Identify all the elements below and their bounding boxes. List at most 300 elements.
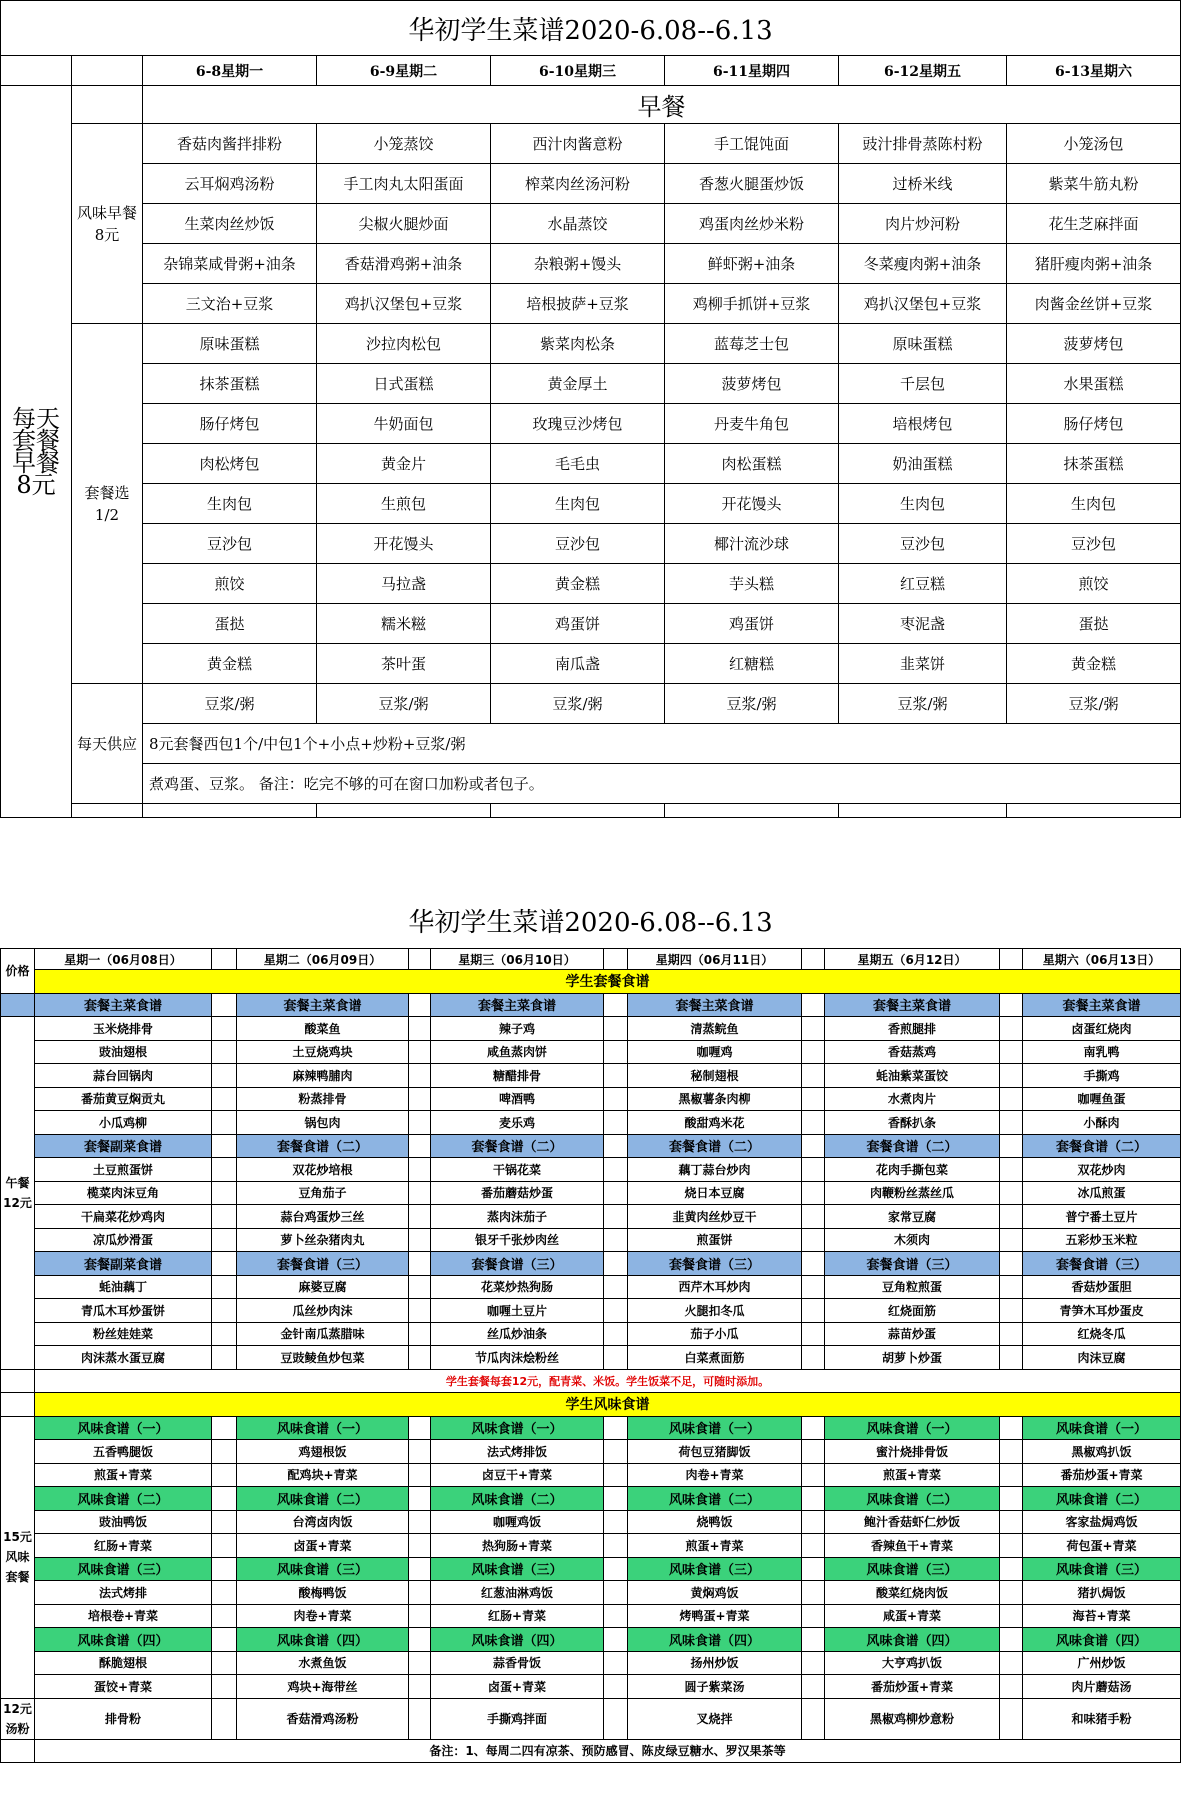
spacer-cell <box>212 1557 237 1581</box>
menu-item: 卤蛋+青菜 <box>431 1675 604 1699</box>
spacer-cell <box>409 1252 431 1276</box>
menu-item: 红烧冬瓜 <box>1023 1322 1181 1346</box>
menu-item: 火腿扣冬瓜 <box>628 1299 802 1323</box>
blank-cell <box>1 1393 35 1417</box>
spacer-cell <box>409 1346 431 1370</box>
menu-item: 豆浆/粥 <box>317 684 491 724</box>
lunch-price-label: 午餐12元 <box>1 1017 35 1370</box>
menu-item: 冰瓜煎蛋 <box>1023 1181 1181 1205</box>
menu-item: 香煎腿排 <box>825 1017 1000 1041</box>
menu-item: 干扁菜花炒鸡肉 <box>35 1205 212 1229</box>
side-dish-header: 套餐食谱（三） <box>628 1252 802 1276</box>
spacer-cell <box>409 1205 431 1229</box>
menu-item: 卤蛋+青菜 <box>237 1534 409 1558</box>
menu-item: 杂粮粥+馒头 <box>491 244 665 284</box>
spacer-cell <box>604 1628 628 1652</box>
spacer-cell <box>1000 1651 1023 1675</box>
menu-item: 咖喱鸡饭 <box>431 1510 604 1534</box>
menu-item: 玫瑰豆沙烤包 <box>491 404 665 444</box>
menu-item: 肉片炒河粉 <box>839 204 1007 244</box>
menu-item: 豆角粒煎蛋 <box>825 1275 1000 1299</box>
menu-item: 三文治+豆浆 <box>143 284 317 324</box>
menu-item: 凉瓜炒滑蛋 <box>35 1228 212 1252</box>
spacer-cell <box>802 1346 825 1370</box>
menu-item: 豉汁排骨蒸陈村粉 <box>839 124 1007 164</box>
spacer-cell <box>409 1487 431 1511</box>
menu-item: 开花馒头 <box>665 484 839 524</box>
menu-item: 肠仔烤包 <box>1007 404 1181 444</box>
spacer-cell <box>212 1628 237 1652</box>
spacer-cell <box>409 1604 431 1628</box>
spacer-cell <box>212 1698 237 1739</box>
main-dish-header: 套餐主菜食谱 <box>237 993 409 1017</box>
spacer-cell <box>1000 1134 1023 1158</box>
daily-supply-label: 每天供应 <box>72 684 143 804</box>
menu-item: 黑椒鸡扒饭 <box>1023 1440 1181 1464</box>
spacer-cell <box>802 1698 825 1739</box>
blank-cell <box>143 804 317 818</box>
menu-item: 培根披萨+豆浆 <box>491 284 665 324</box>
menu-item: 蚝油紫菜蛋饺 <box>825 1064 1000 1088</box>
spacer-cell <box>1000 1322 1023 1346</box>
menu-item: 酥脆翅根 <box>35 1651 212 1675</box>
menu-item: 黄金糕 <box>1007 644 1181 684</box>
menu-item: 麻婆豆腐 <box>237 1275 409 1299</box>
menu-item: 马拉盏 <box>317 564 491 604</box>
menu-item: 肉松蛋糕 <box>665 444 839 484</box>
spacer-cell <box>409 1275 431 1299</box>
spacer-cell <box>604 1228 628 1252</box>
spacer-cell <box>802 1581 825 1605</box>
menu-item: 生肉包 <box>143 484 317 524</box>
lunch-table <box>0 948 1181 1763</box>
spacer-cell <box>212 949 237 970</box>
menu-item: 麻辣鸭脯肉 <box>237 1064 409 1088</box>
menu-item: 双花炒培根 <box>237 1158 409 1182</box>
menu-item: 黄焖鸡饭 <box>628 1581 802 1605</box>
flavor-header: 风味食谱（三） <box>237 1557 409 1581</box>
note-line: 8元套餐西包1个/中包1个+小点+炒粉+豆浆/粥 <box>143 724 1181 764</box>
menu-item: 小瓜鸡柳 <box>35 1111 212 1135</box>
menu-item: 家常豆腐 <box>825 1205 1000 1229</box>
menu-item: 肉片蘑菇汤 <box>1023 1675 1181 1699</box>
main-dish-header: 套餐主菜食谱 <box>1023 993 1181 1017</box>
menu-item: 生煎包 <box>317 484 491 524</box>
spacer-cell <box>409 1651 431 1675</box>
menu-item: 豆豉鲮鱼炒包菜 <box>237 1346 409 1370</box>
menu-item: 手工肉丸太阳蛋面 <box>317 164 491 204</box>
day-header: 6-8星期一 <box>143 56 317 86</box>
menu-item: 双花炒肉 <box>1023 1158 1181 1182</box>
spacer-cell <box>409 949 431 970</box>
menu-item: 豉油鸭饭 <box>35 1510 212 1534</box>
spacer-cell <box>1000 1158 1023 1182</box>
spacer-cell <box>802 1440 825 1464</box>
spacer-cell <box>802 1534 825 1558</box>
blank-cell <box>1 56 72 86</box>
spacer-cell <box>802 1205 825 1229</box>
blank-cell <box>839 804 1007 818</box>
menu-item: 生菜肉丝炒饭 <box>143 204 317 244</box>
spacer-cell <box>604 1440 628 1464</box>
flavor-header: 风味食谱（一） <box>35 1416 212 1440</box>
menu-item: 红葱油淋鸡饭 <box>431 1581 604 1605</box>
menu-item: 红豆糕 <box>839 564 1007 604</box>
menu-item: 广州炒饭 <box>1023 1651 1181 1675</box>
menu-item: 黄金糕 <box>491 564 665 604</box>
menu-item: 鸡蛋饼 <box>491 604 665 644</box>
menu-item: 咖喱土豆片 <box>431 1299 604 1323</box>
flavor-header: 风味食谱（一） <box>431 1416 604 1440</box>
spacer-cell <box>802 1252 825 1276</box>
menu-item: 冬菜瘦肉粥+油条 <box>839 244 1007 284</box>
spacer-cell <box>604 1158 628 1182</box>
spacer-cell <box>1000 1440 1023 1464</box>
menu-item: 荷包豆猪脚饭 <box>628 1440 802 1464</box>
spacer-cell <box>1000 1675 1023 1699</box>
spacer-cell <box>212 1534 237 1558</box>
spacer-cell <box>1000 1463 1023 1487</box>
spacer-cell <box>1000 1604 1023 1628</box>
menu-item: 红烧面筋 <box>825 1299 1000 1323</box>
spacer-cell <box>1000 1698 1023 1739</box>
spacer-cell <box>409 1581 431 1605</box>
menu-item: 热狗肠+青菜 <box>431 1534 604 1558</box>
menu-item: 香酥扒条 <box>825 1111 1000 1135</box>
menu-item: 番茄炒蛋+青菜 <box>1023 1463 1181 1487</box>
menu-item: 金针南瓜蒸腊味 <box>237 1322 409 1346</box>
spacer-cell <box>1000 1510 1023 1534</box>
spacer-cell <box>604 1322 628 1346</box>
side-dish-header: 套餐副菜食谱 <box>35 1134 212 1158</box>
spacer-cell <box>212 1604 237 1628</box>
day-header: 6-13星期六 <box>1007 56 1181 86</box>
blank-cell <box>72 56 143 86</box>
menu-item: 清蒸鲩鱼 <box>628 1017 802 1041</box>
flavor-header: 风味食谱（二） <box>35 1487 212 1511</box>
main-dish-header: 套餐主菜食谱 <box>825 993 1000 1017</box>
menu-item: 台湾卤肉饭 <box>237 1510 409 1534</box>
flavor-header: 风味食谱（三） <box>35 1557 212 1581</box>
spacer-cell <box>604 1510 628 1534</box>
menu-item: 红肠+青菜 <box>431 1604 604 1628</box>
flavor-header: 风味食谱（二） <box>628 1487 802 1511</box>
menu-item: 茶叶蛋 <box>317 644 491 684</box>
day-header: 星期三（06月10日） <box>431 949 604 970</box>
spacer-cell <box>409 1017 431 1041</box>
menu-item: 枣泥盏 <box>839 604 1007 644</box>
flavor-header: 风味食谱（二） <box>431 1487 604 1511</box>
spacer-cell <box>802 1463 825 1487</box>
menu-item: 鲜虾粥+油条 <box>665 244 839 284</box>
menu-item: 生肉包 <box>491 484 665 524</box>
menu-item: 糯米糍 <box>317 604 491 644</box>
spacer-cell <box>604 1416 628 1440</box>
spacer-cell <box>212 1510 237 1534</box>
menu-item: 香菇炒蛋胆 <box>1023 1275 1181 1299</box>
spacer-cell <box>1000 1299 1023 1323</box>
flavor-header: 风味食谱（二） <box>237 1487 409 1511</box>
spacer-cell <box>802 1228 825 1252</box>
menu-item: 小笼汤包 <box>1007 124 1181 164</box>
spacer-cell <box>1000 1534 1023 1558</box>
footer-note: 备注：1、每周二四有凉茶、预防感冒、陈皮绿豆糖水、罗汉果茶等 <box>35 1739 1181 1763</box>
menu-item: 香菇滑鸡汤粉 <box>237 1698 409 1739</box>
spacer-cell <box>604 1205 628 1229</box>
menu-item: 手撕鸡 <box>1023 1064 1181 1088</box>
spacer-cell <box>604 1087 628 1111</box>
menu-item: 干锅花菜 <box>431 1158 604 1182</box>
menu-item: 秘制翅根 <box>628 1064 802 1088</box>
menu-item: 白菜煮面筋 <box>628 1346 802 1370</box>
menu-item: 芋头糕 <box>665 564 839 604</box>
side-dish-header: 套餐副菜食谱 <box>35 1252 212 1276</box>
spacer-cell <box>212 1087 237 1111</box>
blank-cell <box>72 86 143 124</box>
spacer-cell <box>802 1416 825 1440</box>
menu-item: 烧鸭饭 <box>628 1510 802 1534</box>
menu-item: 土豆烧鸡块 <box>237 1040 409 1064</box>
side-dish-header: 套餐食谱（二） <box>1023 1134 1181 1158</box>
menu-item: 酸菜红烧肉饭 <box>825 1581 1000 1605</box>
menu-item: 咸鱼蒸肉饼 <box>431 1040 604 1064</box>
outer-label: 每天套餐早餐8元 <box>1 86 72 818</box>
spacer-cell <box>212 993 237 1017</box>
day-header: 6-12星期五 <box>839 56 1007 86</box>
flavor-breakfast-label: 风味早餐8元 <box>72 124 143 324</box>
spacer-cell <box>409 1416 431 1440</box>
menu-item: 猪肝瘦肉粥+油条 <box>1007 244 1181 284</box>
spacer-cell <box>212 1675 237 1699</box>
menu-item: 藕丁蒜台炒肉 <box>628 1158 802 1182</box>
spacer-cell <box>409 1463 431 1487</box>
spacer-cell <box>604 1557 628 1581</box>
menu-item: 抹茶蛋糕 <box>1007 444 1181 484</box>
menu-item: 过桥米线 <box>839 164 1007 204</box>
spacer-cell <box>212 1111 237 1135</box>
menu-item: 麦乐鸡 <box>431 1111 604 1135</box>
menu-item: 毛毛虫 <box>491 444 665 484</box>
menu-item: 生肉包 <box>1007 484 1181 524</box>
menu-item: 法式烤排饭 <box>431 1440 604 1464</box>
menu-item: 小笼蒸饺 <box>317 124 491 164</box>
menu-item: 萝卜丝杂猪肉丸 <box>237 1228 409 1252</box>
menu-item: 排骨粉 <box>35 1698 212 1739</box>
menu-item: 培根烤包 <box>839 404 1007 444</box>
menu-item: 番茄蘑菇炒蛋 <box>431 1181 604 1205</box>
spacer-cell <box>802 1017 825 1041</box>
menu-item: 鸡蛋肉丝炒米粉 <box>665 204 839 244</box>
menu-item: 扬州炒饭 <box>628 1651 802 1675</box>
spacer-cell <box>409 1698 431 1739</box>
menu-item: 鸡扒汉堡包+豆浆 <box>839 284 1007 324</box>
menu-item: 南瓜盏 <box>491 644 665 684</box>
spacer-cell <box>1000 1487 1023 1511</box>
flavor-header: 风味食谱（二） <box>825 1487 1000 1511</box>
spacer-cell <box>604 1534 628 1558</box>
day-header: 星期一（06月08日） <box>35 949 212 970</box>
flavor-header: 风味食谱（三） <box>1023 1557 1181 1581</box>
menu-item: 豉油翅根 <box>35 1040 212 1064</box>
spacer-cell <box>212 1064 237 1088</box>
menu-item: 土豆煎蛋饼 <box>35 1158 212 1182</box>
menu-item: 煎蛋+青菜 <box>628 1534 802 1558</box>
menu-item: 黑椒薯条肉柳 <box>628 1087 802 1111</box>
spacer-cell <box>802 1275 825 1299</box>
set-choice-label: 套餐选1/2 <box>72 324 143 684</box>
spacer-cell <box>802 1604 825 1628</box>
spacer-cell <box>409 1087 431 1111</box>
menu-item: 鸡蛋饼 <box>665 604 839 644</box>
menu-item: 豆浆/粥 <box>491 684 665 724</box>
spacer-cell <box>1000 1181 1023 1205</box>
menu-item: 小酥肉 <box>1023 1111 1181 1135</box>
price-label: 价格 <box>1 949 35 994</box>
spacer-cell <box>212 1228 237 1252</box>
menu-item: 蒜苗炒蛋 <box>825 1322 1000 1346</box>
menu-item: 奶油蛋糕 <box>839 444 1007 484</box>
menu-item: 粉蒸排骨 <box>237 1087 409 1111</box>
menu-item: 酸甜鸡米花 <box>628 1111 802 1135</box>
blank-cell <box>1 1739 35 1763</box>
menu-item: 肠仔烤包 <box>143 404 317 444</box>
spacer-cell <box>802 1557 825 1581</box>
flavor-header: 风味食谱（一） <box>1023 1416 1181 1440</box>
main-dish-header: 套餐主菜食谱 <box>431 993 604 1017</box>
spacer-cell <box>1000 1252 1023 1276</box>
menu-item: 咸蛋+青菜 <box>825 1604 1000 1628</box>
flavor-header: 风味食谱（四） <box>35 1628 212 1652</box>
menu-item: 五彩炒玉米粒 <box>1023 1228 1181 1252</box>
spacer-cell <box>212 1322 237 1346</box>
menu-item: 紫菜肉松条 <box>491 324 665 364</box>
menu-item: 手工馄饨面 <box>665 124 839 164</box>
spacer-cell <box>1000 1040 1023 1064</box>
spacer-cell <box>802 1322 825 1346</box>
menu-item: 水煮鱼饭 <box>237 1651 409 1675</box>
menu-item: 黑椒鸡柳炒意粉 <box>825 1698 1000 1739</box>
menu-item: 鸡扒汉堡包+豆浆 <box>317 284 491 324</box>
menu-item: 香菇滑鸡粥+油条 <box>317 244 491 284</box>
flavor-price-label: 15元风味套餐 <box>1 1416 35 1698</box>
menu-item: 抹茶蛋糕 <box>143 364 317 404</box>
day-header: 星期五（6月12日） <box>825 949 1000 970</box>
spacer-cell <box>409 993 431 1017</box>
menu-item: 烧日本豆腐 <box>628 1181 802 1205</box>
menu-item: 鸡块+海带丝 <box>237 1675 409 1699</box>
spacer-cell <box>802 1675 825 1699</box>
spacer-cell <box>802 1628 825 1652</box>
spacer-cell <box>1000 1581 1023 1605</box>
spacer-cell <box>1000 1064 1023 1088</box>
spacer-cell <box>604 1487 628 1511</box>
menu-item: 法式烤排 <box>35 1581 212 1605</box>
menu-item: 和味猪手粉 <box>1023 1698 1181 1739</box>
menu-item: 胡萝卜炒蛋 <box>825 1346 1000 1370</box>
menu-item: 咖喱鸡 <box>628 1040 802 1064</box>
menu-item: 豆角茄子 <box>237 1181 409 1205</box>
spacer-cell <box>802 1111 825 1135</box>
spacer-cell <box>212 1252 237 1276</box>
spacer-cell <box>1000 1557 1023 1581</box>
spacer-cell <box>802 1087 825 1111</box>
menu-item: 花肉手撕包菜 <box>825 1158 1000 1182</box>
breakfast-table <box>0 0 1181 818</box>
spacer-cell <box>409 1675 431 1699</box>
spacer-cell <box>604 1581 628 1605</box>
spacer-cell <box>802 1064 825 1088</box>
spacer-cell <box>409 1158 431 1182</box>
menu-item: 千层包 <box>839 364 1007 404</box>
flavor-header: 风味食谱（四） <box>237 1628 409 1652</box>
menu-item: 叉烧拌 <box>628 1698 802 1739</box>
menu-item: 生肉包 <box>839 484 1007 524</box>
menu-item: 黄金糕 <box>143 644 317 684</box>
menu-item: 啤酒鸭 <box>431 1087 604 1111</box>
menu-item: 开花馒头 <box>317 524 491 564</box>
menu-item: 日式蛋糕 <box>317 364 491 404</box>
menu-item: 蜜汁烧排骨饭 <box>825 1440 1000 1464</box>
spacer-cell <box>604 1017 628 1041</box>
spacer-cell <box>409 1628 431 1652</box>
menu-item: 丝瓜炒油条 <box>431 1322 604 1346</box>
menu-item: 西芹木耳炒肉 <box>628 1275 802 1299</box>
flavor-header: 风味食谱（一） <box>237 1416 409 1440</box>
spacer-cell <box>802 993 825 1017</box>
day-header: 6-10星期三 <box>491 56 665 86</box>
spacer-cell <box>409 1181 431 1205</box>
menu-item: 蒜香骨饭 <box>431 1651 604 1675</box>
menu-item: 原味蛋糕 <box>143 324 317 364</box>
spacer-cell <box>604 949 628 970</box>
menu-item: 豆浆/粥 <box>665 684 839 724</box>
spacer-cell <box>604 1604 628 1628</box>
menu-item: 豆浆/粥 <box>1007 684 1181 724</box>
menu-item: 卤豆干+青菜 <box>431 1463 604 1487</box>
spacer-cell <box>212 1205 237 1229</box>
menu-item: 香辣鱼干+青菜 <box>825 1534 1000 1558</box>
note-line: 煮鸡蛋、豆浆。 备注：吃完不够的可在窗口加粉或者包子。 <box>143 764 1181 804</box>
menu-item: 粉丝娃娃菜 <box>35 1322 212 1346</box>
day-header: 6-11星期四 <box>665 56 839 86</box>
menu-item: 瓜丝炒肉沫 <box>237 1299 409 1323</box>
menu-item: 烤鸭蛋+青菜 <box>628 1604 802 1628</box>
spacer-cell <box>802 1510 825 1534</box>
spacer-cell <box>604 1252 628 1276</box>
menu-item: 豆沙包 <box>143 524 317 564</box>
soup-price-label: 12元汤粉 <box>1 1698 35 1739</box>
menu-item: 五香鸭腿饭 <box>35 1440 212 1464</box>
menu-item: 培根卷+青菜 <box>35 1604 212 1628</box>
spacer-cell <box>212 1416 237 1440</box>
menu-item: 原味蛋糕 <box>839 324 1007 364</box>
menu-item: 糖醋排骨 <box>431 1064 604 1088</box>
menu-item: 鸡柳手抓饼+豆浆 <box>665 284 839 324</box>
menu-item: 青笋木耳炒蛋皮 <box>1023 1299 1181 1323</box>
menu-item: 肉卷+青菜 <box>237 1604 409 1628</box>
spacer-cell <box>409 1534 431 1558</box>
menu-item: 西汁肉酱意粉 <box>491 124 665 164</box>
menu-item: 椰汁流沙球 <box>665 524 839 564</box>
side-dish-header: 套餐食谱（二） <box>825 1134 1000 1158</box>
day-header: 星期四（06月11日） <box>628 949 802 970</box>
menu-item: 肉酱金丝饼+豆浆 <box>1007 284 1181 324</box>
spacer-cell <box>604 1698 628 1739</box>
menu-item: 豆沙包 <box>1007 524 1181 564</box>
side-dish-header: 套餐食谱（二） <box>628 1134 802 1158</box>
menu-item: 普宁番土豆片 <box>1023 1205 1181 1229</box>
spacer-cell <box>212 1181 237 1205</box>
